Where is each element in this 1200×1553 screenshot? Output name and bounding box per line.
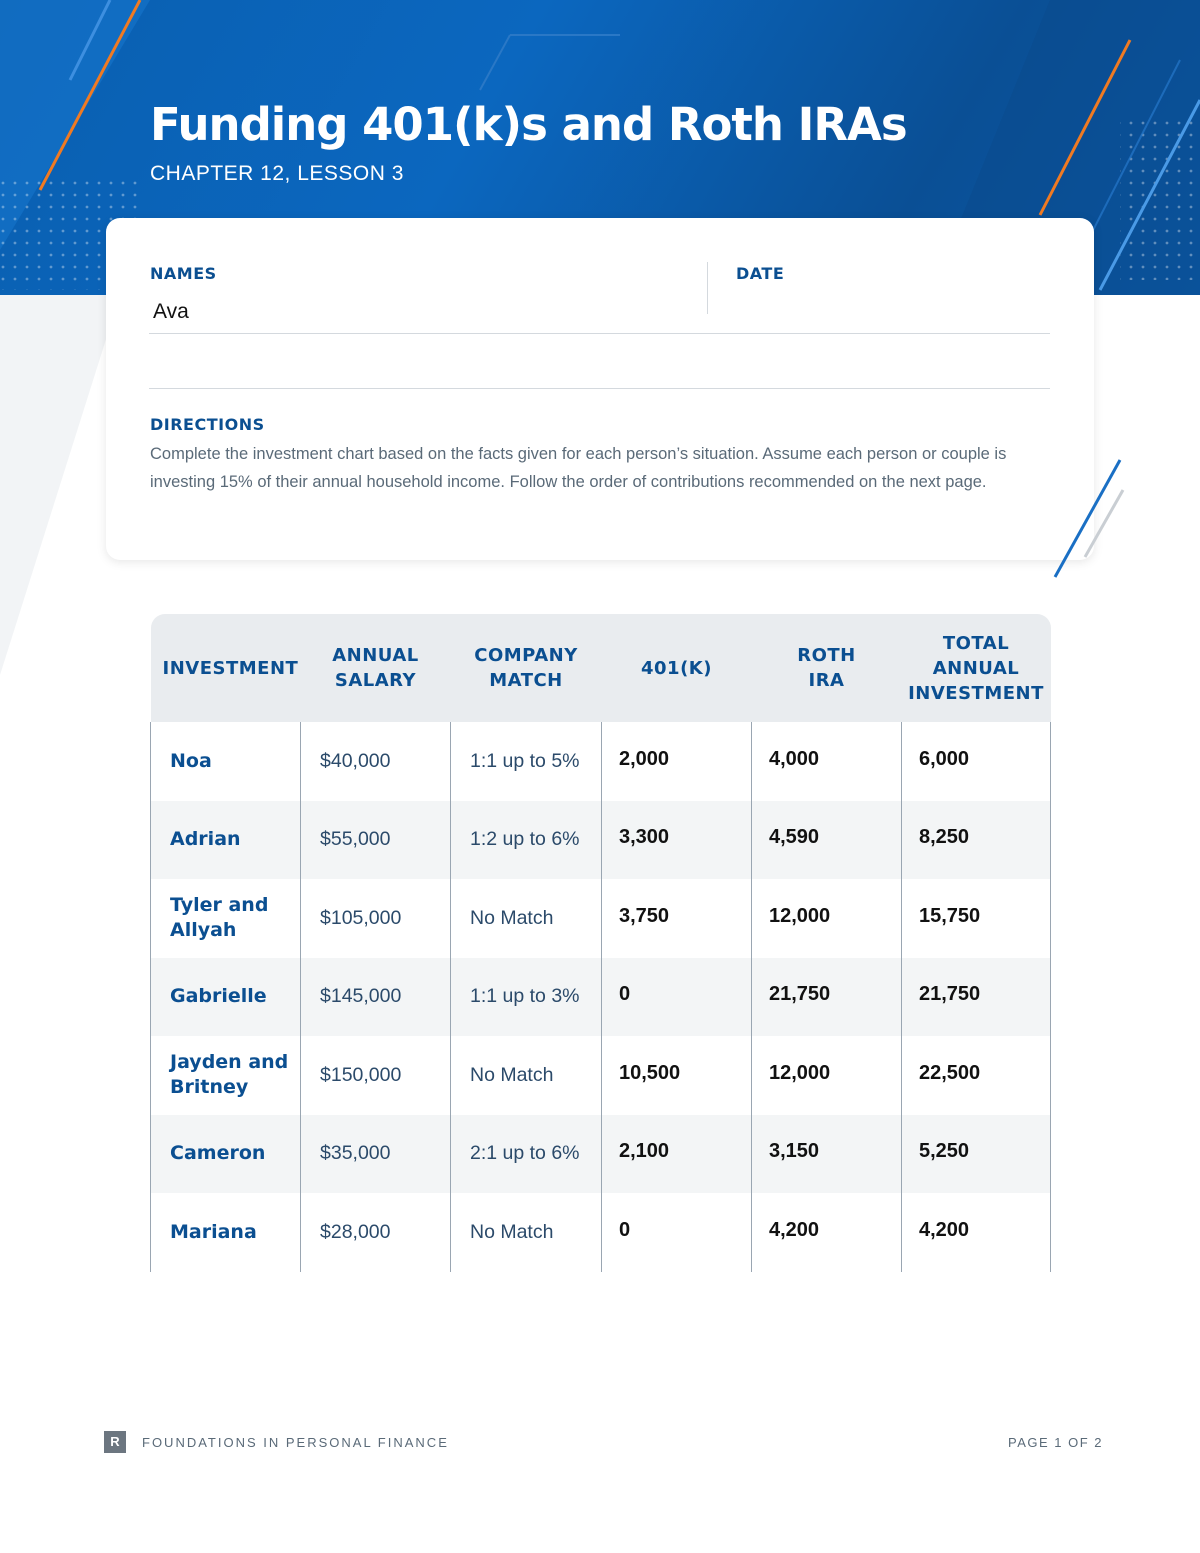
field-divider	[707, 262, 708, 314]
investor-name: Adrian	[151, 801, 301, 880]
investor-name: Tyler and Allyah	[151, 879, 301, 958]
annual-salary: $105,000	[301, 879, 451, 958]
annual-salary: $40,000	[301, 722, 451, 801]
total-investment-field[interactable]: 15,750	[902, 879, 1051, 958]
footer-course-title: FOUNDATIONS IN PERSONAL FINANCE	[142, 1435, 449, 1450]
roth-ira-amount-field[interactable]: 4,200	[752, 1193, 902, 1272]
company-match: No Match	[451, 1036, 602, 1115]
table-row	[151, 958, 1051, 1037]
investor-name: Noa	[151, 722, 301, 801]
investor-name: Cameron	[151, 1115, 301, 1194]
401k-amount-field[interactable]: 2,000	[602, 722, 752, 801]
401k-amount-field[interactable]: 0	[602, 958, 752, 1037]
investor-name: Gabrielle	[151, 958, 301, 1037]
total-investment-field[interactable]: 21,750	[902, 958, 1051, 1037]
page-subtitle: CHAPTER 12, LESSON 3	[150, 162, 404, 185]
company-match: 1:1 up to 5%	[451, 722, 602, 801]
directions-label: DIRECTIONS	[150, 415, 265, 434]
roth-ira-amount-field[interactable]: 3,150	[752, 1115, 902, 1194]
total-investment-field[interactable]: 8,250	[902, 801, 1051, 880]
table-row	[151, 1036, 1051, 1115]
investment-table	[150, 614, 1050, 1272]
table-row	[151, 1115, 1051, 1194]
401k-amount-field[interactable]: 10,500	[602, 1036, 752, 1115]
col-header-annual-salary: ANNUAL SALARY	[301, 614, 451, 722]
page-number: PAGE 1 OF 2	[1008, 1435, 1104, 1450]
401k-amount-field[interactable]: 3,300	[602, 801, 752, 880]
date-label: DATE	[736, 264, 785, 283]
total-investment-field[interactable]: 4,200	[902, 1193, 1051, 1272]
col-header-investment: INVESTMENT	[151, 614, 301, 722]
401k-amount-field[interactable]: 2,100	[602, 1115, 752, 1194]
roth-ira-amount-field[interactable]: 4,590	[752, 801, 902, 880]
investor-name: Jayden and Britney	[151, 1036, 301, 1115]
table-row	[151, 1193, 1051, 1272]
company-match: No Match	[451, 879, 602, 958]
directions-text: Complete the investment chart based on the facts given for each person’s situation. Assume each person or couple is investing 15% of their annual household income. Follow the order of contributions recommended on the next page.	[150, 445, 1007, 491]
col-header-total-annual-investment: TOTAL ANNUAL INVESTMENT	[902, 614, 1051, 722]
401k-amount-field[interactable]: 0	[602, 1193, 752, 1272]
company-match: 2:1 up to 6%	[451, 1115, 602, 1194]
form-card	[106, 218, 1094, 560]
table-row	[151, 801, 1051, 880]
company-match: 1:1 up to 3%	[451, 958, 602, 1037]
annual-salary: $150,000	[301, 1036, 451, 1115]
col-header-company-match: COMPANY MATCH	[451, 614, 602, 722]
names-label: NAMES	[150, 264, 217, 283]
total-investment-field[interactable]: 22,500	[902, 1036, 1051, 1115]
company-match: No Match	[451, 1193, 602, 1272]
page-title: Funding 401(k)s and Roth IRAs	[150, 98, 907, 151]
annual-salary: $28,000	[301, 1193, 451, 1272]
roth-ira-amount-field[interactable]: 12,000	[752, 879, 902, 958]
annual-salary: $35,000	[301, 1115, 451, 1194]
accent-lines	[1040, 450, 1140, 590]
table-row	[151, 879, 1051, 958]
table-row	[151, 722, 1051, 801]
names-underline	[149, 333, 1050, 334]
roth-ira-amount-field[interactable]: 4,000	[752, 722, 902, 801]
brand-logo-icon: R	[104, 1431, 126, 1453]
names-field[interactable]: Ava	[153, 300, 189, 323]
company-match: 1:2 up to 6%	[451, 801, 602, 880]
401k-amount-field[interactable]: 3,750	[602, 879, 752, 958]
annual-salary: $145,000	[301, 958, 451, 1037]
table-header-row	[151, 614, 1051, 722]
total-investment-field[interactable]: 6,000	[902, 722, 1051, 801]
col-header-roth-ira: ROTH IRA	[752, 614, 902, 722]
annual-salary: $55,000	[301, 801, 451, 880]
total-investment-field[interactable]: 5,250	[902, 1115, 1051, 1194]
section-divider	[149, 388, 1050, 389]
col-header-401k: 401(K)	[602, 614, 752, 722]
investor-name: Mariana	[151, 1193, 301, 1272]
roth-ira-amount-field[interactable]: 12,000	[752, 1036, 902, 1115]
roth-ira-amount-field[interactable]: 21,750	[752, 958, 902, 1037]
